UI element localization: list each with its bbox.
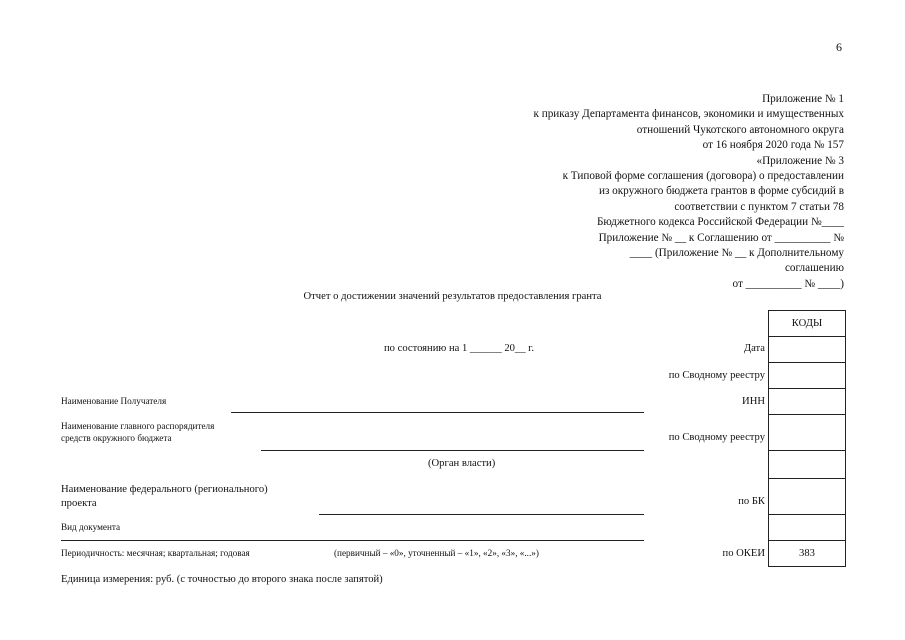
header-line: Бюджетного кодекса Российской Федерации №____	[596, 216, 844, 229]
header-line: к Типовой форме соглашения (договора) о предоставлении	[562, 170, 844, 182]
report-title: Отчет о достижении значений результатов предоставления гранта	[303, 291, 602, 302]
recipient-line[interactable]	[231, 412, 644, 413]
periodicity-label: Периодичность: месячная; квартальная; годовая	[61, 548, 250, 558]
header-line: к приказу Департамента финансов, экономики и имущественных	[533, 108, 844, 121]
bk-label: по БК	[738, 496, 765, 507]
header-line: Приложение № __ к Соглашению от __________ №	[598, 231, 844, 244]
as-of-date: по состоянию на 1 ______ 20__ г.	[384, 343, 534, 354]
header-line: от __________ № ____)	[732, 277, 844, 290]
manager-label-1: Наименование главного распорядителя	[61, 421, 215, 431]
header-line: из окружного бюджета грантов в форме субсидий в	[598, 185, 844, 198]
recipient-label: Наименование Получателя	[61, 396, 167, 406]
registry-code-cell-1[interactable]	[769, 363, 846, 389]
header-line: Приложение № 1	[762, 93, 844, 105]
codes-header: КОДЫ	[769, 311, 846, 337]
doc-type-line[interactable]	[61, 540, 644, 541]
inn-code-cell[interactable]	[769, 389, 846, 415]
inn-label: ИНН	[742, 396, 765, 407]
unit-label: Единица измерения: руб. (с точностью до второго знака после запятой)	[61, 574, 383, 585]
authority-code-cell[interactable]	[769, 451, 846, 479]
authority-caption: (Орган власти)	[428, 458, 496, 469]
codes-table	[768, 310, 846, 567]
manager-label-2: средств окружного бюджета	[61, 433, 172, 443]
header-line: соглашению	[784, 262, 844, 275]
doc-type-hint: (первичный – «0», уточненный – «1», «2», «3», «...»)	[334, 548, 539, 558]
header-line: отношений Чукотского автономного округа	[636, 123, 844, 136]
okei-label: по ОКЕИ	[722, 548, 765, 559]
project-line[interactable]	[319, 514, 644, 515]
okei-code-cell: 383	[769, 541, 846, 567]
project-label-2: проекта	[61, 498, 97, 509]
project-label-1: Наименование федерального (регионального)	[61, 484, 268, 495]
header-line: ____ (Приложение № __ к Дополнительному	[629, 247, 844, 259]
header-line: соответствии с пунктом 7 статьи 78	[674, 200, 844, 213]
doc-type-label: Вид документа	[61, 522, 121, 532]
page-number: 6	[836, 40, 842, 54]
header-line: от 16 ноября 2020 года № 157	[702, 139, 844, 152]
bk-code-cell[interactable]	[769, 479, 846, 515]
registry-label-1: по Сводному реестру	[668, 370, 765, 381]
date-code-cell[interactable]	[769, 337, 846, 363]
doc-type-code-cell[interactable]	[769, 515, 846, 541]
header-line: «Приложение № 3	[756, 154, 844, 167]
manager-line[interactable]	[261, 450, 644, 451]
date-label: Дата	[743, 343, 765, 354]
registry-code-cell-2[interactable]	[769, 415, 846, 451]
registry-label-2: по Сводному реестру	[668, 432, 765, 443]
